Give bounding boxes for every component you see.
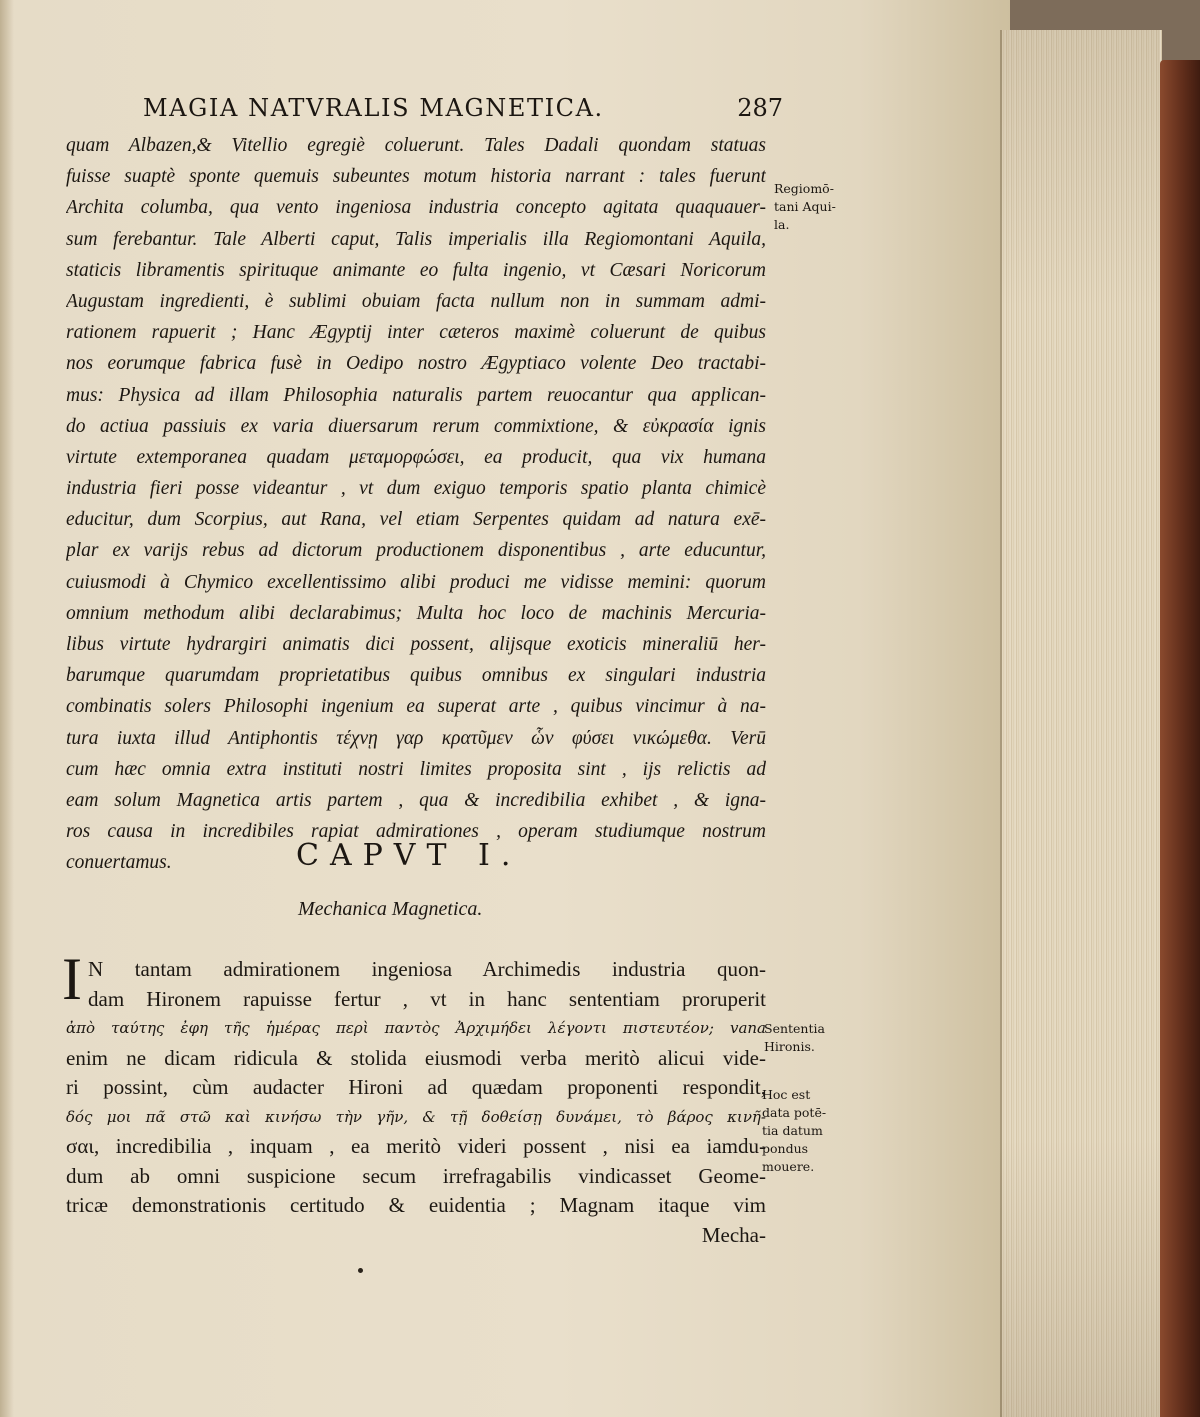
text-line: nos eorumque fabrica fusè in Oedipo nostro Ægyptiaco volente Deo tractabi- [66, 353, 766, 375]
chapter-subtitle: Mechanica Magnetica. [298, 898, 483, 920]
text-line: eam solum Magnetica artis partem , qua & incredibilia exhibet , & igna- [66, 789, 766, 811]
text-line: industria fieri posse videantur , vt dum exiguo temporis spatio planta chimicè [66, 478, 766, 500]
margin-note-line: data potē- [762, 1105, 827, 1120]
text-line: tura iuxta illud Antiphontis τέχνῃ γαρ κρατῦμεν ὧν φύσει νικώμεθα. Verū [66, 727, 766, 749]
text-line: N tantam admirationem ingeniosa Archimedis industria quon- [88, 957, 766, 981]
text-line: dam Hironem rapuisse fertur , vt in hanc sententiam proruperit [88, 986, 766, 1011]
chapter-paragraph [66, 955, 766, 1250]
text-line: mus: Physica ad illam Philosophia naturalis partem reuocantur qua applican- [66, 384, 766, 406]
text-line: Augustam ingredienti, è sublimi obuiam facta nullum non in summam admi- [66, 290, 766, 312]
text-line: educitur, dum Scorpius, aut Rana, vel etiam Serpentes quidam ad natura exē- [66, 509, 766, 531]
text-line: combinatis solers Philosophi ingenium ea superat arte , quibus vincimur à na- [66, 696, 766, 718]
text-line: δός μοι πᾶ στῶ καὶ κινήσω τὴν γῆν, & τῇ δοθείσῃ δυνάμει, τὸ βάρος κινῆ- [66, 1107, 766, 1126]
margin-note-line: tani Aqui- [774, 199, 836, 214]
page-number: 287 [737, 94, 783, 122]
margin-note-regiomontani [774, 180, 836, 234]
text-line: tricæ demonstrationis certitudo & euidentia ; Magnam itaque vim [66, 1193, 766, 1217]
margin-note-line: Sententia [764, 1021, 825, 1036]
running-head-title: MAGIA NATVRALIS MAGNETICA. [143, 94, 604, 122]
margin-note-line: la. [774, 217, 790, 232]
text-line: ri possint, cùm audacter Hironi ad quædam proponenti respondit, [66, 1075, 766, 1099]
margin-note-sententia [764, 1020, 825, 1056]
text-line: plar ex varijs rebus ad dictorum productionem disponentibus , arte educuntur, [66, 540, 766, 562]
text-line: cuiusmodi à Chymico excellentissimo alibi produci me vidisse memini: quorum [66, 571, 766, 593]
text-line: barumque quarumdam proprietatibus quibus omnibus ex singulari industria [66, 665, 766, 687]
text-line: ἀπὸ ταύτης ἐφη τῆς ἡμέρας περὶ παντὸς Ἀρχιμήδει λέγοντι πιστευτέον; vana [66, 1019, 766, 1037]
text-line: ros causa in incredibiles rapiat admirationes , operam studiumque nostrum [66, 821, 766, 843]
drop-cap: I [62, 946, 82, 1012]
catchword: Mecha- [701, 1222, 766, 1247]
gutter-shadow [0, 0, 14, 1417]
margin-note-line: Hoc est [762, 1087, 811, 1102]
text-line: virtute extemporanea quadam μεταμορφώσει, ea producit, qua vix humana [66, 446, 766, 468]
margin-note-line: Regiomō- [774, 181, 834, 196]
margin-note-hoc-est [762, 1086, 826, 1176]
printer-mark [358, 1268, 363, 1273]
text-line: staticis libramentis spirituque animante eo fulta ingenio, vt Cæsari Noricorum [66, 259, 766, 281]
margin-note-line: tia datum [762, 1123, 823, 1138]
text-line: libus virtute hydrargiri animatis dici possent, alijsque exoticis mineraliū her- [66, 634, 766, 655]
page-edges-shade [1000, 30, 1160, 1417]
running-head [143, 94, 783, 128]
margin-note-line: Hironis. [764, 1039, 815, 1054]
text-line: rationem rapuerit ; Hanc Ægyptij inter cæteros maximè coluerunt de quibus [66, 322, 766, 344]
intro-paragraph [66, 130, 766, 879]
text-line: do actiua passiuis ex varia diuersarum rerum commixtione, & εὐκρασία ignis [66, 415, 766, 437]
text-line: conuertamus. [66, 852, 172, 874]
text-line: fuisse suaptè sponte quemuis subeuntes motum historia narrant : tales fuerunt [66, 166, 766, 188]
text-line: sum ferebantur. Tale Alberti caput, Talis imperialis illa Regiomontani Aquila, [66, 228, 766, 250]
text-line: omnium methodum alibi declarabimus; Multa hoc loco de machinis Mercuria- [66, 602, 766, 624]
text-line: Archita columba, qua vento ingeniosa industria concepto agitata quaquauer- [66, 197, 766, 219]
margin-note-line: mouere. [762, 1159, 815, 1174]
text-line: σαι, incredibilia , inquam , ea meritò videri possent , nisi ea iamdu- [66, 1134, 766, 1158]
book-cover [1160, 60, 1200, 1417]
text-line: cum hæc omnia extra instituti nostri limites proposita sint , ijs relictis ad [66, 758, 766, 780]
chapter-heading: CAPVT I. [296, 838, 522, 873]
margin-note-line: pondus [762, 1141, 809, 1156]
text-line: dum ab omni suspicione secum irrefragabilis vindicasset Geome- [66, 1163, 766, 1188]
text-line: quam Albazen,& Vitellio egregiè coluerunt. Tales Dadali quondam statuas [66, 135, 766, 156]
text-line: enim ne dicam ridicula & stolida eiusmodi verba meritò alicui vide- [66, 1045, 766, 1070]
